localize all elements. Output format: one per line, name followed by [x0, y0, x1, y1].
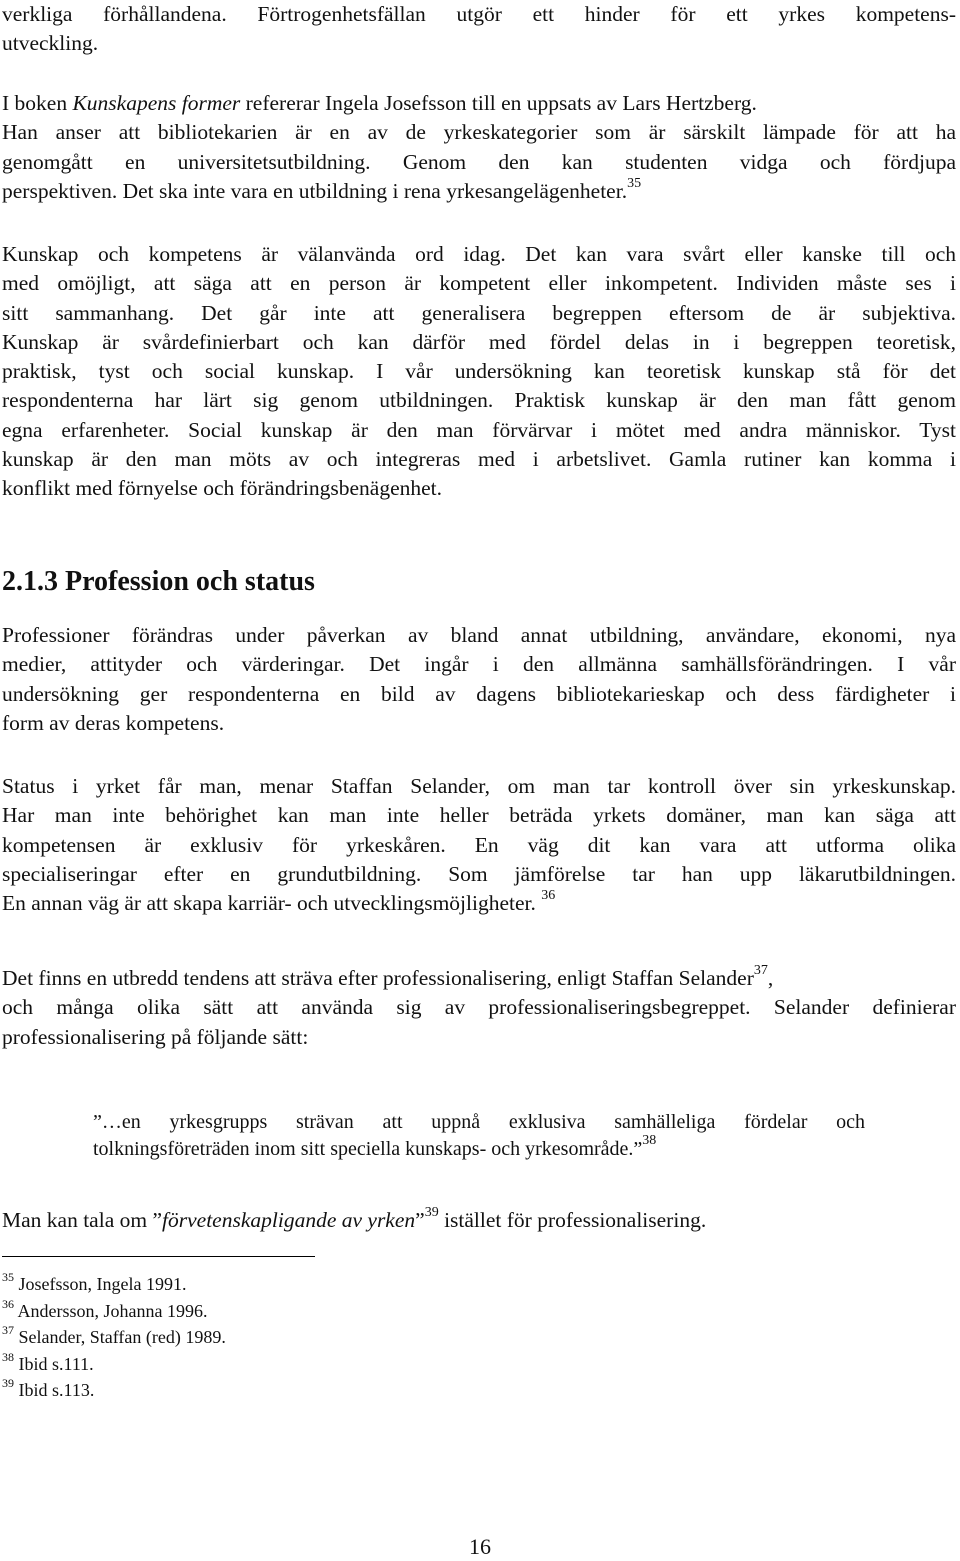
- footnote-separator: [2, 1256, 315, 1257]
- footnote-text: Andersson, Johanna 1996.: [17, 1300, 208, 1321]
- text-line: utveckling.: [2, 31, 99, 56]
- footnote: [2, 1298, 226, 1325]
- text-line: kompetensen är exklusiv för yrkeskåren. En väg dit kan vara att utforma olika: [2, 832, 956, 857]
- text-line: medier, attityder och värderingar. Det ingår i den allmänna samhällsförändringen. I vår: [2, 652, 956, 677]
- text-run: istället för professionalisering.: [438, 1208, 707, 1232]
- text-line: genomgått en universitetsutbildning. Genom den kan studenten vidga och fördjupa: [2, 149, 956, 174]
- text-line: [2, 89, 956, 118]
- text-run: I boken: [2, 91, 73, 115]
- footnote-number: 35: [2, 1270, 14, 1284]
- footnote-number: 38: [2, 1349, 14, 1364]
- footnote-ref: 38: [642, 1133, 657, 1149]
- text-line: Kunskap och kompetens är välanvända ord idag. Det kan vara svårt eller kanske till och: [2, 242, 956, 266]
- footnote: [2, 1351, 226, 1378]
- text-line: Professioner förändras under påverkan av bland annat utbildning, användare, ekonomi, nya: [2, 623, 956, 647]
- text-line: kunskap är den man möts av och integreras med i arbetslivet. Gamla rutiner kan komma i: [2, 447, 956, 472]
- text-line: form av deras kompetens.: [2, 710, 225, 735]
- quote-line: ”…en yrkesgrupps strävan att uppnå exklusiva samhälleliga fördelar och: [93, 1111, 865, 1133]
- text-line: och många olika sätt att använda sig av professionaliseringsbegreppet. Selander definierar: [2, 995, 956, 1020]
- footnote: [2, 1377, 226, 1404]
- text-run: ,: [767, 966, 774, 990]
- text-line: sitt sammanhang. Det går inte att generalisera begreppen eftersom de är subjektiva.: [2, 300, 956, 325]
- footnote-text: Ibid s.113.: [18, 1380, 95, 1400]
- text-line: Status i yrket får man, menar Staffan Selander, om man tar kontroll över sin yrkeskunskap.: [2, 774, 956, 798]
- text-line: Kunskap är svårdefinierbart och kan därför med fördel delas in i begreppen teoretisk,: [2, 329, 956, 354]
- italic-term: förvetenskapligande av yrken: [162, 1208, 416, 1232]
- text-run: Det finns en utbredd tendens att sträva efter professionalisering, enligt Staffan Selander: [2, 966, 754, 990]
- text-line: [2, 177, 956, 206]
- text-line: undersökning ger respondenterna en bild av dagens bibliotekarieskap och dess färdigheter i: [2, 681, 956, 706]
- paragraph-professioner: [2, 621, 956, 738]
- text-run: Man kan tala om ”: [2, 1208, 163, 1232]
- page-number: 16: [469, 1534, 491, 1559]
- footnote-number: 36: [2, 1296, 14, 1311]
- text-run: ”: [415, 1208, 425, 1232]
- quote-line: [93, 1133, 865, 1163]
- text-line: [2, 964, 956, 993]
- paragraph-kunskap: [2, 240, 956, 504]
- footnotes: [2, 1271, 226, 1404]
- text-line: egna erfarenheter. Social kunskap är den man förvärvar i mötet med andra människor. Tyst: [2, 417, 956, 442]
- text-line: praktisk, tyst och social kunskap. I vår undersökning kan teoretisk kunskap stå för det: [2, 359, 956, 384]
- footnote: [2, 1324, 226, 1351]
- paragraph-hertzberg: [2, 89, 956, 206]
- footnote-ref: 36: [541, 888, 556, 904]
- footnote: [2, 1271, 226, 1298]
- text-run: perspektiven. Det ska inte vara en utbildning i rena yrkesangelägenheter.: [2, 178, 628, 203]
- text-line: respondenterna har lärt sig genom utbildningen. Praktisk kunskap är den man fått genom: [2, 388, 956, 413]
- text-line: professionalisering på följande sätt:: [2, 1024, 309, 1049]
- paragraph-status: [2, 772, 956, 918]
- footnote-text: Josefsson, Ingela 1991.: [18, 1274, 187, 1294]
- text-line: verkliga förhållandena. Förtrogenhetsfällan utgör ett hinder för ett yrkes kompetens-: [2, 2, 956, 26]
- text-line: specialiseringar efter en grundutbildning. Som jämförelse tar han upp läkarutbildningen.: [2, 861, 956, 886]
- text-line: med omöjligt, att säga att en person är kompetent eller inkompetent. Individen måste ses i: [2, 271, 956, 296]
- footnote-number: 39: [2, 1376, 14, 1390]
- footnote-text: Ibid s.111.: [18, 1353, 94, 1374]
- footnote-number: 37: [2, 1323, 14, 1337]
- text-line: [2, 889, 956, 918]
- paragraph-professionalisering: [2, 964, 956, 1052]
- footnote-ref: 39: [424, 1204, 439, 1220]
- text-run: refererar Ingela Josefsson till en uppsats av Lars Hertzberg.: [240, 91, 757, 115]
- text-line: Han anser att bibliotekarien är en av de yrkeskategorier som är särskilt lämpade för att ha: [2, 120, 956, 145]
- footnote-ref: 37: [753, 962, 768, 978]
- block-quote: [93, 1109, 865, 1163]
- text-run: En annan väg är att skapa karriär- och utvecklingsmöjligheter.: [2, 891, 536, 916]
- text-line: konflikt med förnyelse och förändringsbenägenhet.: [2, 476, 443, 501]
- paragraph-continuation: [2, 0, 956, 59]
- book-title: Kunskapens former: [72, 91, 241, 115]
- footnote-ref: 35: [627, 175, 642, 191]
- text-line: Har man inte behörighet kan man inte heller beträda yrkets domäner, man kan säga att: [2, 803, 956, 828]
- footnote-text: Selander, Staffan (red) 1989.: [18, 1327, 226, 1347]
- section-heading: 2.1.3 Profession och status: [2, 566, 315, 597]
- paragraph-forvetenskapligande: [2, 1206, 956, 1235]
- text-line: [2, 1206, 956, 1235]
- text-run: tolkningsföreträden inom sitt speciella kunskaps- och yrkesområde.”: [93, 1138, 643, 1160]
